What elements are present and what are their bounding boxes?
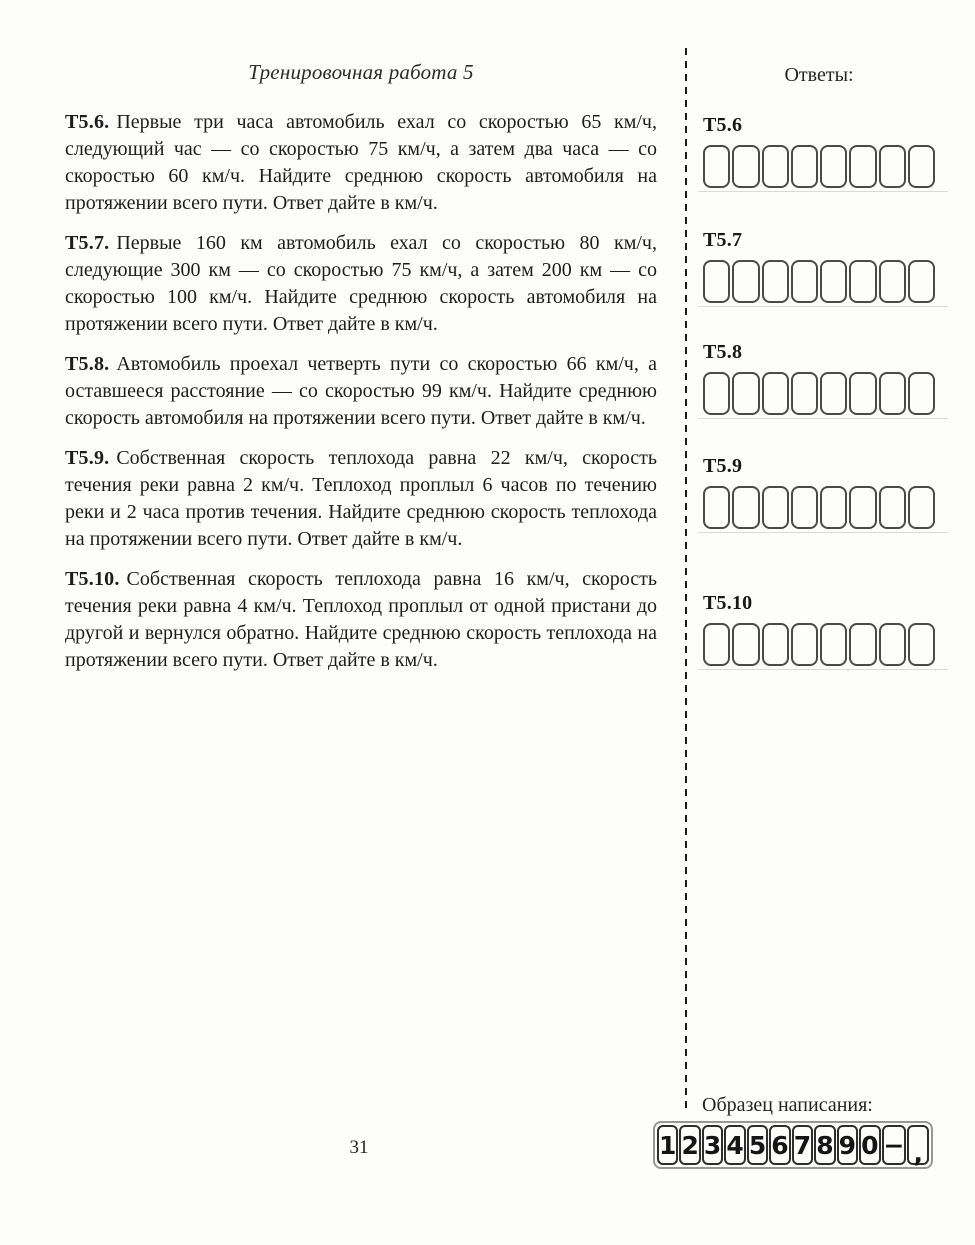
problem-number: Т5.8. bbox=[65, 353, 110, 375]
page-number: 31 bbox=[349, 1137, 369, 1158]
answer-cell[interactable] bbox=[791, 372, 818, 415]
sample-glyph-cell: 5 bbox=[747, 1125, 768, 1165]
problem-text: Собственная скорость теплохода равна 16 км/ч, скорость течения реки равна 4 км/ч. Теплоход проплыл от одной пристани до другой и вернулся обратно. Найдите среднюю скорость теплохода на протяжении всего пути. Ответ дайте в км/ч. bbox=[65, 568, 657, 671]
answer-cell[interactable] bbox=[703, 372, 730, 415]
sample-glyph-cell: , bbox=[907, 1125, 928, 1165]
answer-group-t5-9 bbox=[703, 455, 935, 529]
answer-cell[interactable] bbox=[820, 145, 847, 188]
sample-glyph-cell: 6 bbox=[769, 1125, 790, 1165]
answer-cell[interactable] bbox=[879, 145, 906, 188]
problem-text: Первые три часа автомобиль ехал со скоростью 65 км/ч, следующий час — со скоростью 75 км/ч, а затем два часа — со скоростью 60 км/ч. Найдите среднюю скорость автомобиля на протяжении всего пути. Ответ дайте в км/ч. bbox=[65, 111, 657, 214]
sample-glyph-cell: 7 bbox=[792, 1125, 813, 1165]
sample-glyph-cell: 2 bbox=[679, 1125, 700, 1165]
problem-text: Автомобиль проехал четверть пути со скоростью 66 км/ч, а оставшееся расстояние — со скоростью 99 км/ч. Найдите среднюю скорость автомобиля на протяжении всего пути. Ответ дайте в км/ч. bbox=[65, 353, 657, 429]
answer-label: Т5.10 bbox=[703, 592, 753, 614]
answer-cell[interactable] bbox=[908, 486, 935, 529]
answer-cell[interactable] bbox=[703, 260, 730, 303]
problem-number: Т5.9. bbox=[65, 447, 110, 469]
problem-t5-8 bbox=[65, 351, 657, 432]
problem-text: Собственная скорость теплохода равна 22 км/ч, скорость течения реки равна 2 км/ч. Теплоход проплыл 6 часов по течению реки и 2 часа против течения. Найдите среднюю скорость теплохода на протяжении всего пути. Ответ дайте в км/ч. bbox=[65, 447, 657, 550]
sample-glyph-cell: 9 bbox=[837, 1125, 858, 1165]
answer-cell[interactable] bbox=[791, 145, 818, 188]
answer-label: Т5.9 bbox=[703, 455, 743, 477]
answer-cell[interactable] bbox=[849, 623, 876, 666]
answer-boxes bbox=[703, 486, 935, 529]
answer-cell[interactable] bbox=[762, 623, 789, 666]
page-title: Тренировочная работа 5 bbox=[248, 60, 474, 84]
answer-cell[interactable] bbox=[732, 145, 759, 188]
answer-cell[interactable] bbox=[703, 623, 730, 666]
sample-glyph-cell: − bbox=[882, 1125, 907, 1165]
sample-writing-label: Образец написания: bbox=[702, 1094, 873, 1116]
answer-cell[interactable] bbox=[908, 260, 935, 303]
answer-group-t5-7 bbox=[703, 229, 935, 303]
answer-cell[interactable] bbox=[791, 486, 818, 529]
answer-group-t5-10 bbox=[703, 592, 935, 666]
answer-cell[interactable] bbox=[762, 260, 789, 303]
answer-cell[interactable] bbox=[849, 260, 876, 303]
answer-boxes bbox=[703, 623, 935, 666]
sample-digits-row bbox=[653, 1121, 933, 1169]
answer-cell[interactable] bbox=[732, 260, 759, 303]
answer-cell[interactable] bbox=[820, 372, 847, 415]
answer-cell[interactable] bbox=[703, 486, 730, 529]
answer-cell[interactable] bbox=[732, 623, 759, 666]
answer-cell[interactable] bbox=[908, 623, 935, 666]
answer-cell[interactable] bbox=[879, 260, 906, 303]
answer-boxes bbox=[703, 372, 935, 415]
problems-column bbox=[65, 60, 657, 687]
problem-number: Т5.10. bbox=[65, 568, 120, 590]
problem-t5-6 bbox=[65, 109, 657, 217]
answer-cell[interactable] bbox=[732, 372, 759, 415]
answer-cell[interactable] bbox=[908, 145, 935, 188]
sample-glyph-cell: 4 bbox=[724, 1125, 745, 1165]
answer-cell[interactable] bbox=[762, 486, 789, 529]
answer-cell[interactable] bbox=[703, 145, 730, 188]
answer-cell[interactable] bbox=[879, 623, 906, 666]
answer-cell[interactable] bbox=[820, 260, 847, 303]
answer-label: Т5.8 bbox=[703, 341, 743, 363]
answer-boxes bbox=[703, 260, 935, 303]
answer-cell[interactable] bbox=[849, 372, 876, 415]
problem-t5-7 bbox=[65, 230, 657, 338]
answer-cell[interactable] bbox=[791, 260, 818, 303]
answer-cell[interactable] bbox=[762, 145, 789, 188]
sample-glyph-cell: 8 bbox=[814, 1125, 835, 1165]
problem-t5-9 bbox=[65, 445, 657, 553]
answer-cell[interactable] bbox=[732, 486, 759, 529]
answer-cell[interactable] bbox=[879, 372, 906, 415]
answer-group-t5-6 bbox=[703, 114, 935, 188]
sample-glyph-cell: 0 bbox=[859, 1125, 880, 1165]
answer-cell[interactable] bbox=[820, 486, 847, 529]
answer-cell[interactable] bbox=[879, 486, 906, 529]
answer-label: Т5.6 bbox=[703, 114, 743, 136]
answer-label: Т5.7 bbox=[703, 229, 743, 251]
problem-number: Т5.6. bbox=[65, 111, 110, 133]
answer-group-t5-8 bbox=[703, 341, 935, 415]
dashed-column-divider bbox=[685, 48, 687, 1112]
problem-number: Т5.7. bbox=[65, 232, 110, 254]
answer-boxes bbox=[703, 145, 935, 188]
answers-heading: Ответы: bbox=[784, 64, 854, 86]
answer-cell[interactable] bbox=[908, 372, 935, 415]
answer-cell[interactable] bbox=[820, 623, 847, 666]
problem-t5-10 bbox=[65, 566, 657, 674]
answer-cell[interactable] bbox=[791, 623, 818, 666]
sample-glyph-cell: 1 bbox=[657, 1125, 678, 1165]
answer-cell[interactable] bbox=[849, 486, 876, 529]
answer-cell[interactable] bbox=[762, 372, 789, 415]
sample-glyph-cell: 3 bbox=[702, 1125, 723, 1165]
answer-cell[interactable] bbox=[849, 145, 876, 188]
problem-text: Первые 160 км автомобиль ехал со скоростью 80 км/ч, следующие 300 км — со скоростью 75 км/ч, а затем 200 км — со скоростью 100 км/ч. Найдите среднюю скорость автомобиля на протяжении всего пути. Ответ дайте в км/ч. bbox=[65, 232, 657, 335]
